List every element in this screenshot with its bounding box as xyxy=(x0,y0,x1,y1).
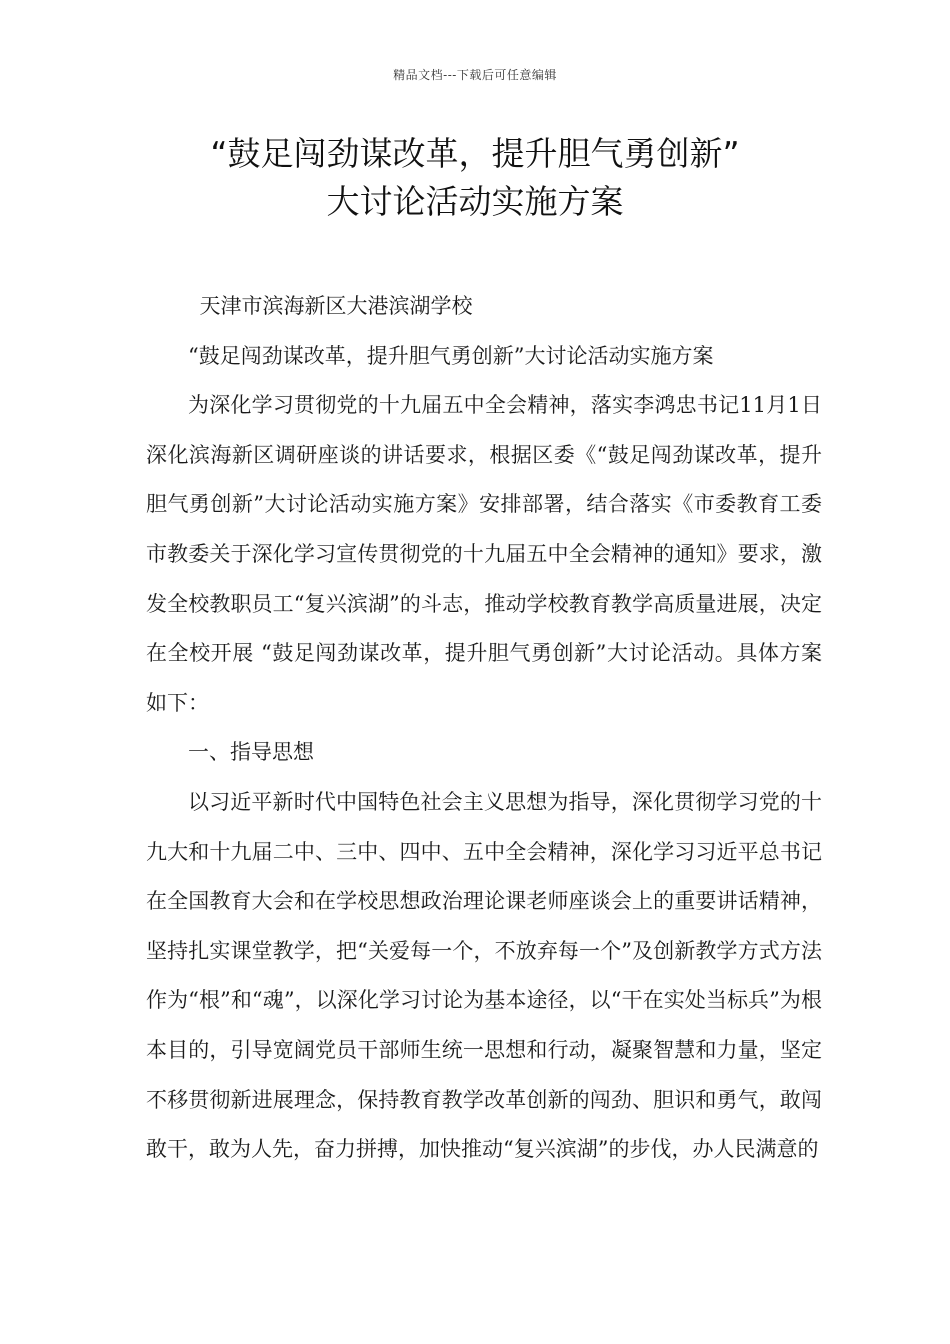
guiding-thought-paragraph: 以习近平新时代中国特色社会主义思想为指导，深化贯彻学习党的十九大和十九届二中、三中、四中、五中全会精神，深化学习习近平总书记在全国教育大会和在学校思想政治理论课老师座谈会上的重要讲话精神，坚持扎实课堂教学，把“关爱每一个，不放弃每一个”及创新教学方式方法作为“根”和“魂”，以深化学习讨论为基本途径，以“干在实处当标兵”为根本目的，引导宽阔党员干部师生统一思想和行动，凝聚智慧和力量，坚定不移贯彻新进展理念，保持教育教学改革创新的闯劲、胆识和勇气，敢闯敢干，敢为人先，奋力拼搏，加快推动“复兴滨湖”的步伐，办人民满意的 xyxy=(146,789,822,1162)
title-line-1: “鼓足闯劲谋改革，提升胆气勇创新” xyxy=(210,134,740,173)
plan-subtitle: “鼓足闯劲谋改革，提升胆气勇创新”大讨论活动实施方案 xyxy=(188,343,714,368)
school-name: 天津市滨海新区大港滨湖学校 xyxy=(199,294,473,318)
header-note: 精品文档---下载后可任意编辑 xyxy=(393,68,557,82)
intro-paragraph: 为深化学习贯彻党的十九届五中全会精神，落实李鸿忠书记11月1日深化滨海新区调研座谈的讲话要求，根据区委《“鼓足闯劲谋改革，提升胆气勇创新”大讨论活动实施方案》安排部署，结合落实《市委教育工委 市教委关于深化学习宣传贯彻党的十九届五中全会精神的通知》要求，激发全校教职员工“复兴滨湖”的斗志，推动学校教育教学高质量进展，决定在全校开展 “鼓足闯劲谋改革，提升胆气勇创新”大讨论活动。具体方案如下： xyxy=(146,393,822,715)
title-line-2: 大讨论活动实施方案 xyxy=(326,182,624,221)
section-heading-guiding-thought: 一、指导思想 xyxy=(188,740,314,765)
document-body xyxy=(146,282,822,1175)
document-title xyxy=(120,130,830,226)
